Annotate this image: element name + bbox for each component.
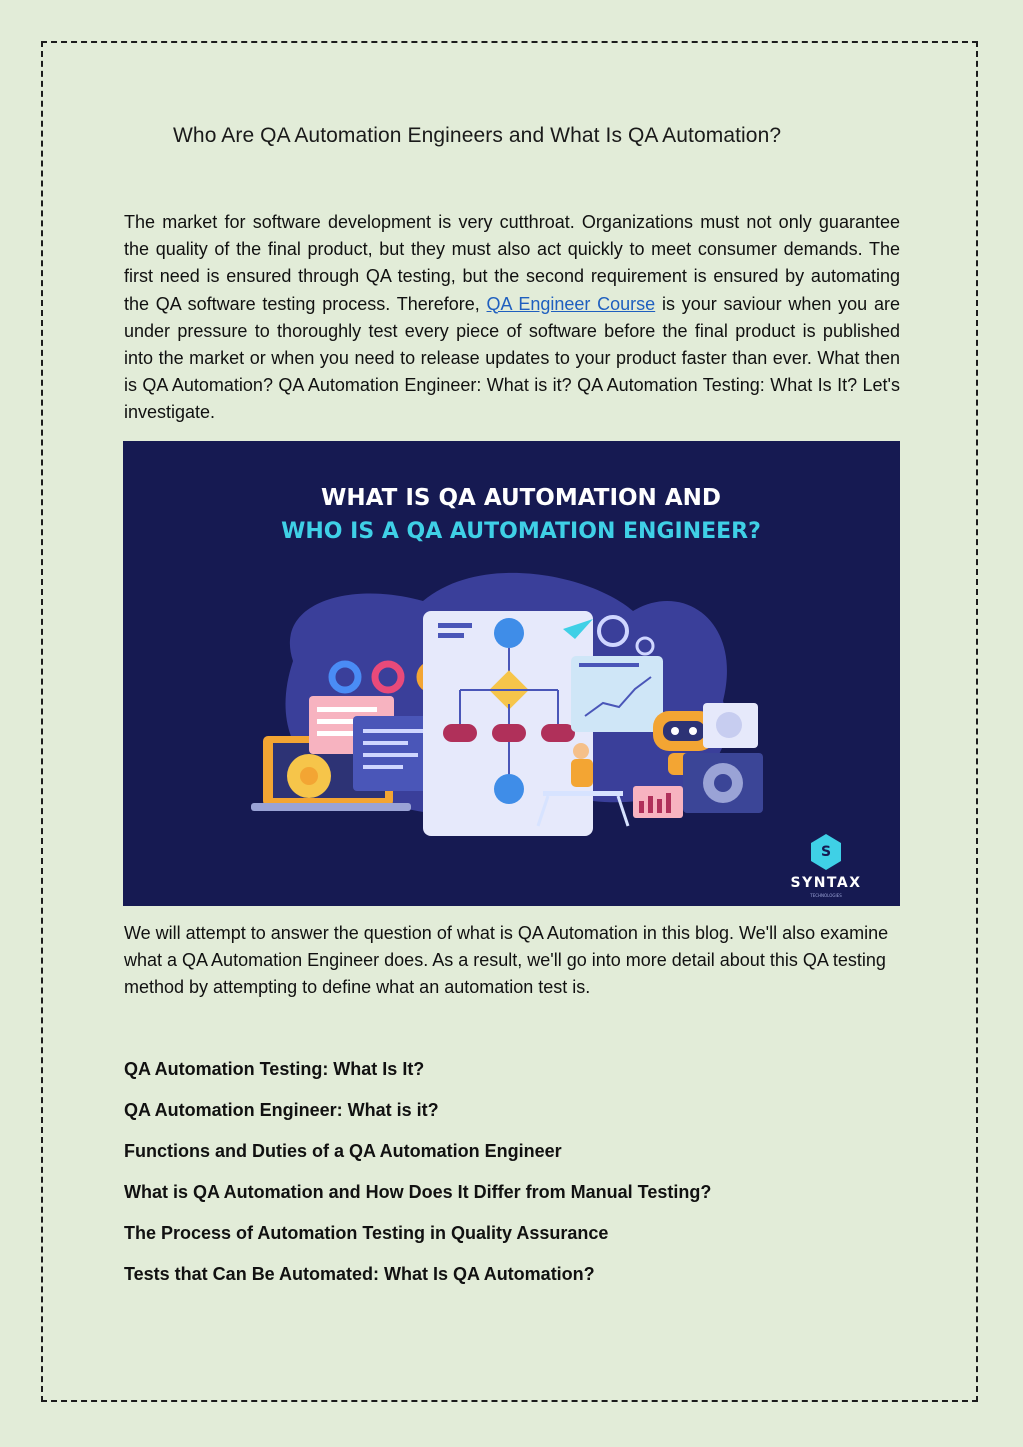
chart-monitor (571, 656, 663, 732)
intro-text-before-link: The market for software development is very cutthroat. Organizations must not only guarantee the quality of the final product, but they must also act quickly to meet consumer demands. The first need is ensured through QA testing, but the second requirement is ensured by automating the QA software testing process. Therefore, (124, 212, 900, 314)
hero-svg (123, 441, 900, 906)
qa-engineer-course-link[interactable]: QA Engineer Course (486, 293, 656, 314)
section-heading: Functions and Duties of a QA Automation Engineer (124, 1141, 562, 1161)
section-list (124, 1056, 711, 1302)
flowchart-panel (423, 611, 593, 836)
svg-text:SYNTAX: SYNTAX (790, 875, 862, 891)
intro-text-after-link: is your saviour when you are under pressure to thoroughly test every piece of software before the final product is published into the market or when you need to release updates to your product faster than ever. What then is QA Automation? QA Automation Engineer: What is it? QA Automation Testing: What Is It? Let's investigate. (124, 293, 900, 423)
section-heading: What is QA Automation and How Does It Differ from Manual Testing? (124, 1182, 712, 1202)
summary-paragraph: We will attempt to answer the question of what is QA Automation in this blog. We'll also examine what a QA Automation Engineer does. As a result, we'll go into more detail about this QA testing method by attempting to define what an automation test is. (124, 923, 889, 998)
section-heading: Tests that Can Be Automated: What Is QA Automation? (124, 1264, 595, 1284)
section-heading: The Process of Automation Testing in Quality Assurance (124, 1223, 609, 1243)
svg-text:TECHNOLOGIES: TECHNOLOGIES (810, 893, 842, 898)
hero-title-line2: WHO IS A QA AUTOMATION ENGINEER? (281, 519, 761, 544)
hero-illustration (123, 441, 900, 906)
page-title: Who Are QA Automation Engineers and What Is QA Automation? (173, 124, 782, 147)
section-heading: QA Automation Testing: What Is It? (124, 1059, 425, 1079)
intro-paragraph (124, 209, 900, 427)
section-heading: QA Automation Engineer: What is it? (124, 1100, 439, 1120)
svg-text:S: S (820, 844, 832, 860)
hero-title-line1: WHAT IS QA AUTOMATION AND (321, 485, 721, 511)
